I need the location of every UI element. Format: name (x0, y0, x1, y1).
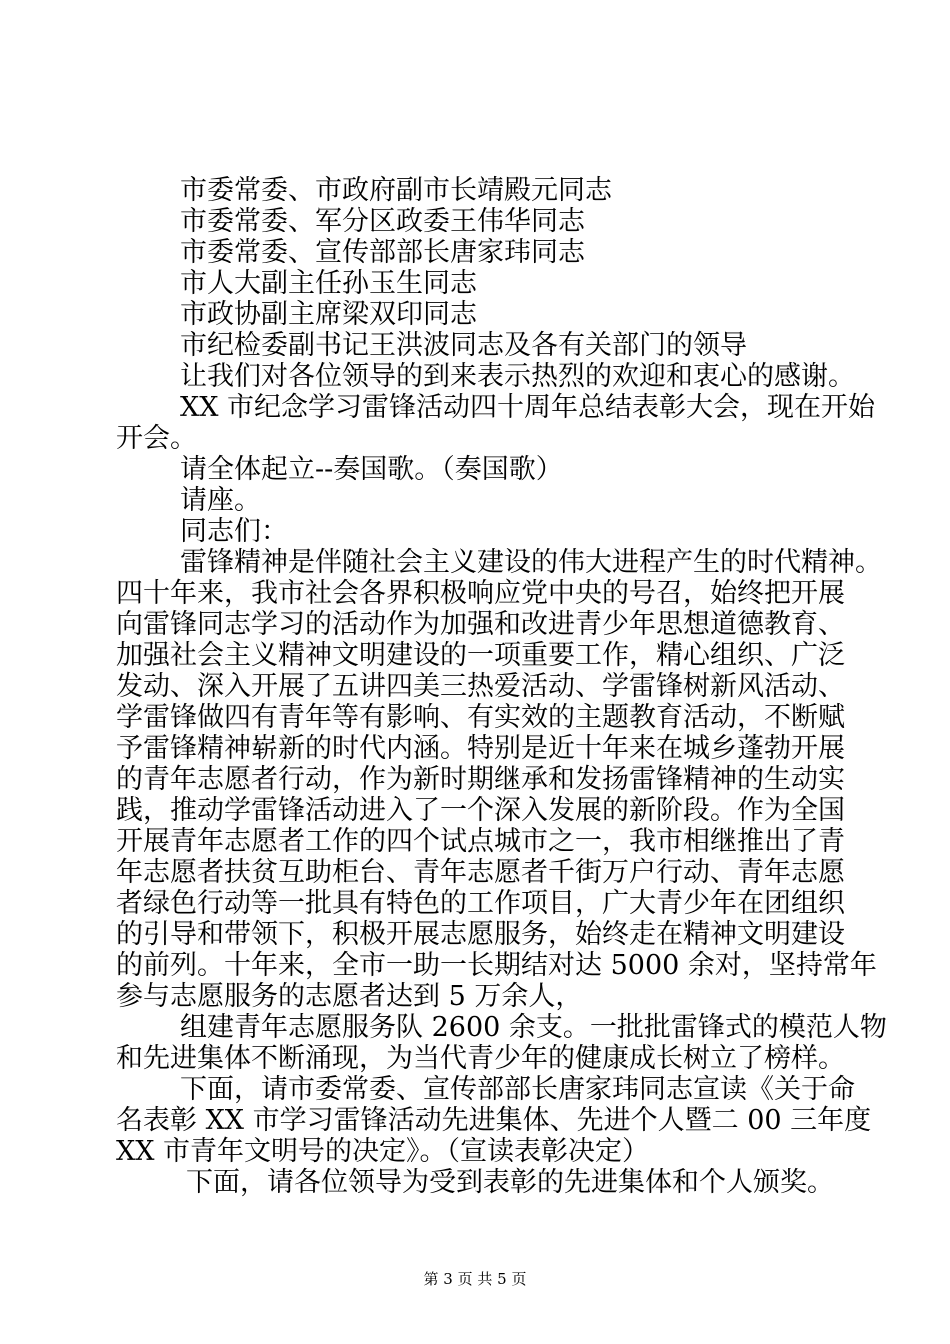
text-line-attendee-3: 市委常委、宣传部部长唐家玮同志 (180, 237, 585, 268)
text-line-opening-2: 开会。 (116, 423, 197, 454)
text-line-body-5: 发动、深入开展了五讲四美三热爱活动、学雷锋树新风活动、 (116, 671, 845, 702)
text-line-body-12: 者绿色行动等一批具有特色的工作项目，广大青少年在团组织 (116, 888, 845, 919)
text-line-attendee-5: 市政协副主席梁双印同志 (180, 299, 477, 330)
text-line-body-11: 年志愿者扶贫互助柜台、青年志愿者千街万户行动、青年志愿 (116, 857, 845, 888)
text-line-body-3: 向雷锋同志学习的活动作为加强和改进青少年思想道德教育、 (116, 609, 845, 640)
page-number-footer: 第 3 页 共 5 页 (423, 1270, 527, 1288)
text-line-body-14: 的前列。十年来，全市一助一长期结对达 5000 余对，坚持常年 (116, 950, 877, 981)
text-line-body-4: 加强社会主义精神文明建设的一项重要工作，精心组织、广泛 (116, 640, 845, 671)
text-line-decision-2: 名表彰 XX 市学习雷锋活动先进集体、先进个人暨二 00 三年度 (116, 1105, 872, 1136)
text-line-body-9: 践，推动学雷锋活动进入了一个深入发展的新阶段。作为全国 (116, 795, 845, 826)
text-line-opening-1: XX 市纪念学习雷锋活动四十周年总结表彰大会，现在开始 (180, 392, 876, 423)
text-line-attendee-1: 市委常委、市政府副市长靖殿元同志 (180, 175, 612, 206)
text-line-volunteer-1: 组建青年志愿服务队 2600 余支。一批批雷锋式的模范人物 (180, 1012, 887, 1043)
text-line-be-seated: 请座。 (180, 485, 261, 516)
text-line-volunteer-2: 和先进集体不断涌现，为当代青少年的健康成长树立了榜样。 (116, 1043, 845, 1074)
text-line-body-15: 参与志愿服务的志愿者达到 5 万余人， (116, 981, 583, 1012)
text-line-body-10: 开展青年志愿者工作的四个试点城市之一，我市相继推出了青 (116, 826, 845, 857)
text-line-decision-1: 下面，请市委常委、宣传部部长唐家玮同志宣读《关于命 (180, 1074, 855, 1105)
text-line-anthem: 请全体起立--奏国歌。（奏国歌） (180, 454, 563, 485)
text-line-attendee-2: 市委常委、军分区政委王伟华同志 (180, 206, 585, 237)
text-line-award: 下面，请各位领导为受到表彰的先进集体和个人颁奖。 (186, 1167, 834, 1198)
text-line-body-2: 四十年来，我市社会各界积极响应党中央的号召，始终把开展 (116, 578, 845, 609)
text-line-attendee-4: 市人大副主任孙玉生同志 (180, 268, 477, 299)
text-line-welcome: 让我们对各位领导的到来表示热烈的欢迎和衷心的感谢。 (180, 361, 855, 392)
text-line-body-6: 学雷锋做四有青年等有影响、有实效的主题教育活动，不断赋 (116, 702, 845, 733)
text-line-salutation: 同志们： (180, 516, 288, 547)
text-line-attendee-6: 市纪检委副书记王洪波同志及各有关部门的领导 (180, 330, 747, 361)
text-line-body-8: 的青年志愿者行动，作为新时期继承和发扬雷锋精神的生动实 (116, 764, 845, 795)
text-line-decision-3: XX 市青年文明号的决定》。（宣读表彰决定） (116, 1136, 650, 1167)
text-line-body-13: 的引导和带领下，积极开展志愿服务，始终走在精神文明建设 (116, 919, 845, 950)
text-line-body-7: 予雷锋精神崭新的时代内涵。特别是近十年来在城乡蓬勃开展 (116, 733, 845, 764)
text-line-body-1: 雷锋精神是伴随社会主义建设的伟大进程产生的时代精神。 (180, 547, 882, 578)
